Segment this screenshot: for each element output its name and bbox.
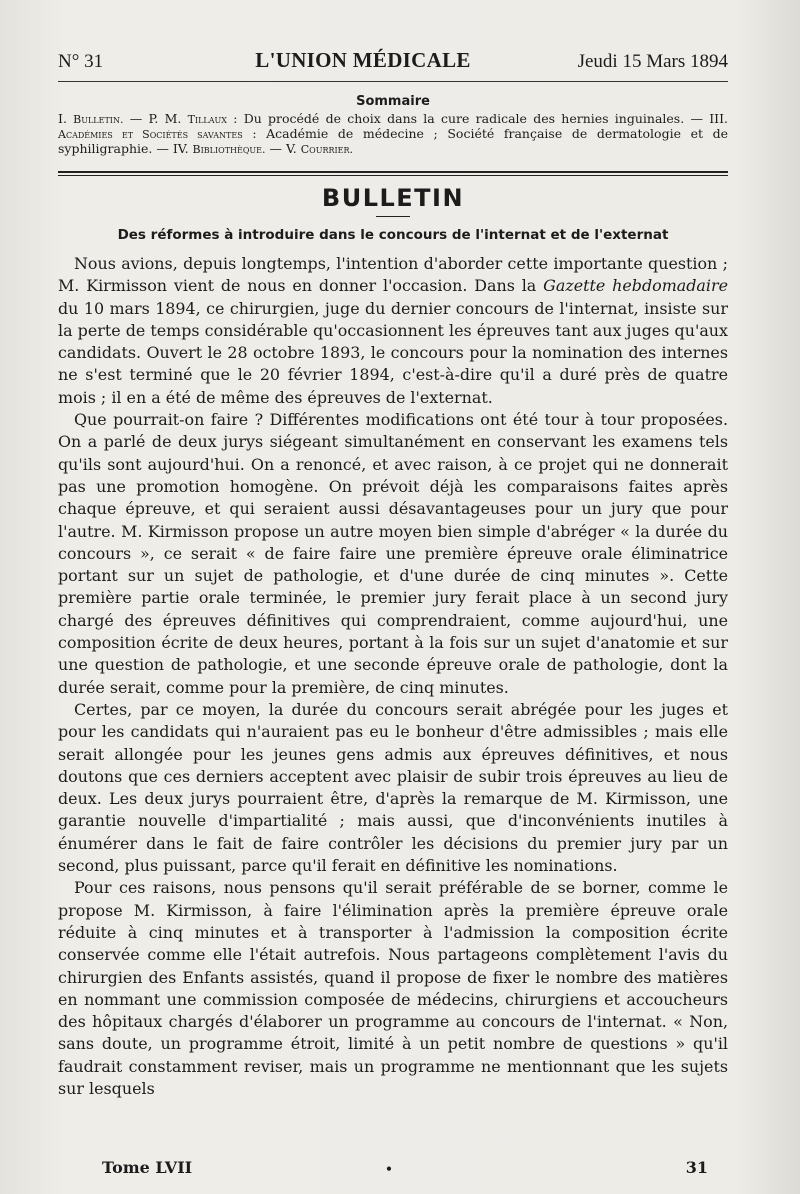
paragraph-4: Pour ces raisons, nous pensons qu'il serait préférable de se borner, comme le propose M. Kirmisson, à faire l'élimination après la première épreuve orale réduite à cinq minutes et à transporter à l'admission la composition écrite conservée comme elle l'était autrefois. Nous partageons complètement l'avis du chirurgien des Enfants assistés, quand il propose de fixer le nombre des matières en nommant une commission composée de médecins, chirurgiens et accoucheurs des hôpitaux chargés d'élaborer un programme au concours de l'internat. « Non, sans doute, un programme étroit, limité à un petit nombre de questions » qu'il faudrait constamment reviser, mais un programme ne mentionnant que les sujets sur lesquels bbox=[58, 878, 728, 1098]
paragraph-1 bbox=[58, 253, 728, 409]
sommaire-contents bbox=[58, 112, 728, 157]
journal-title: L'UNION MÉDICALE bbox=[255, 48, 471, 72]
article-body bbox=[58, 253, 728, 1100]
sommaire-item1-author: Tillaux bbox=[187, 113, 227, 126]
sommaire-item1-text: : Du procédé de choix dans la cure radicale des hernies inguinales. — III. bbox=[226, 111, 728, 126]
sommaire-item3-text: : Académie de médecine ; Société française de dermatologie et de syphiligraphie. — IV. bbox=[58, 126, 728, 156]
sommaire-item3-label: Académies et Sociétés savantes bbox=[58, 128, 243, 141]
sommaire-item4-label: Bibliothèque. bbox=[192, 143, 266, 156]
issue-date: Jeudi 15 Mars 1894 bbox=[577, 51, 728, 72]
tome-label: Tome LVII bbox=[102, 1158, 193, 1177]
page-footer bbox=[102, 1158, 708, 1177]
sommaire-item5-prefix: — V. bbox=[265, 141, 301, 156]
sommaire-item5-label: Courrier. bbox=[300, 143, 354, 156]
title-underline bbox=[376, 216, 410, 217]
footer-dot: • bbox=[385, 1162, 393, 1176]
bulletin-title: BULLETIN bbox=[321, 184, 465, 212]
paragraph-2: Que pourrait-on faire ? Différentes modifications ont été tour à tour proposées. On a parlé de deux jurys siégeant simultanément en conservant les examens tels qu'ils sont aujourd'hui. On a renoncé, et avec raison, à ce projet qui ne donnerait pas une promotion homogène. On prévoit déjà les comparaisons faites après chaque épreuve, et qui seraient aussi désavantageuses pour un jury que pour l'autre. M. Kirmisson propose un autre moyen bien simple d'abréger « la durée du concours », ce serait « de faire faire une première épreuve orale éliminatrice portant sur un sujet de pathologie, et d'une durée de cinq minutes ». Cette première partie orale terminée, le premier jury ferait place à un second jury chargé des épreuves définitives qui comprendraient, comme aujourd'hui, une composition écrite de deux heures, portant à la fois sur un sujet d'anatomie et sur une question de pathologie, et une seconde épreuve orale de pathologie, dont la durée serait, comme pour la première, de cinq minutes. bbox=[58, 410, 728, 697]
sommaire-item1-label: Bulletin. bbox=[73, 113, 124, 126]
issue-number: N° 31 bbox=[58, 51, 104, 72]
header-rule bbox=[58, 81, 728, 82]
journal-reference: Gazette hebdomadaire bbox=[543, 276, 728, 296]
page-number: 31 bbox=[685, 1158, 708, 1177]
paragraph-3: Certes, par ce moyen, la durée du concours serait abrégée pour les juges et pour les candidats qui n'auraient pas eu le bonheur d'être admissibles ; mais elle serait allongée pour les jeunes gens admis aux épreuves définitives, et nous doutons que ces derniers acceptent avec plaisir de subir trois épreuves au lieu de deux. Les deux jurys pourraient être, d'après la remarque de M. Kirmisson, une garantie nouvelle d'impartialité ; mais aussi, que d'inconvénients inutiles à énumérer dans le fait de faire contrôler les décisions du premier jury par un second, plus puissant, parce qu'il ferait en définitive les nominations. bbox=[58, 699, 728, 876]
paragraph-1-part1: Nous avions, depuis longtemps, l'intention d'aborder cette importante question ; M. Kirmisson vient de nous en donner l'occasion. Dans la bbox=[58, 254, 728, 296]
section-title: Des réformes à introduire dans le concours de l'internat et de l'externat bbox=[117, 227, 669, 243]
sommaire-item1-sep: — P. M. bbox=[123, 111, 188, 126]
paragraph-1-part2: du 10 mars 1894, ce chirurgien, juge du dernier concours de l'internat, insiste sur la perte de temps considérable qu'occasionnent les épreuves tant aux juges qu'aux candidats. Ouvert le 28 octobre 1893, le concours pour la nomination des internes ne s'est terminé que le 20 février 1894, c'est-à-dire qu'il a duré près de quatre mois ; il en a été de même des épreuves de l'externat. bbox=[58, 298, 728, 407]
sommaire-title: Sommaire bbox=[356, 94, 430, 109]
sommaire-item1-prefix: I. bbox=[58, 111, 74, 126]
sommaire-rule bbox=[58, 171, 728, 176]
page-header bbox=[58, 48, 728, 73]
